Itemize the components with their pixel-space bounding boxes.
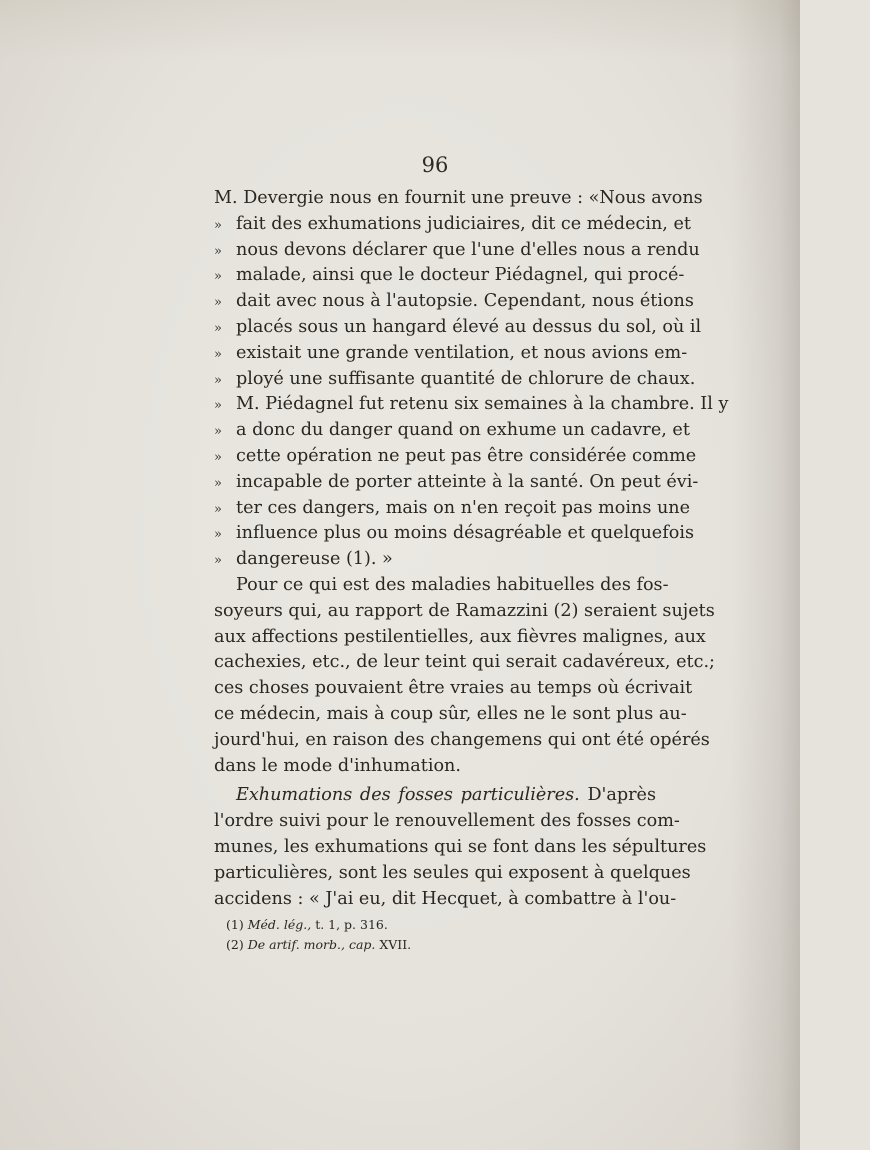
- quotation-text: malade, ainsi que le docteur Piédagnel, qui procé-: [236, 265, 685, 286]
- page-tint: [0, 0, 800, 60]
- quotation-text: placés sous un hangard élevé au dessus du sol, où il: [236, 316, 702, 337]
- quotation-mark: »: [214, 269, 222, 285]
- quotation-mark: »: [214, 295, 222, 311]
- paragraph-2-line: jourd'hui, en raison des changemens qui ont été opérés: [214, 729, 710, 750]
- footnote-mark: (2): [226, 937, 244, 952]
- quotation-mark: »: [214, 243, 222, 259]
- quotation-text: existait une grande ventilation, et nous avions em-: [236, 342, 688, 363]
- quotation-mark: »: [214, 398, 222, 414]
- paragraph-2-line: Pour ce qui est des maladies habituelles des fos-: [236, 574, 669, 595]
- quotation-line: [214, 521, 694, 547]
- quotation-line: [214, 341, 688, 367]
- paragraph-2: [214, 573, 715, 779]
- paragraph-3-heading-line: [214, 783, 656, 809]
- footnotes: [226, 915, 411, 955]
- quotation-mark: »: [214, 217, 222, 233]
- quotation-line: [214, 238, 700, 264]
- footnote-title: De artif. morb., cap.: [247, 937, 376, 952]
- paragraph-2-line: ces choses pouvaient être vraies au temps où écrivait: [214, 678, 693, 699]
- body-text: [214, 186, 729, 912]
- footnote-title: Méd. lég.,: [247, 917, 312, 932]
- quotation-line: [214, 418, 690, 444]
- quotation-text: ployé une suffisante quantité de chlorure de chaux.: [236, 368, 696, 389]
- quotation-line: [214, 263, 685, 289]
- paragraph-3-line: munes, les exhumations qui se font dans les sépultures: [214, 836, 707, 857]
- quotation-line: [214, 470, 699, 496]
- quotation-text: incapable de porter atteinte à la santé. On peut évi-: [236, 471, 699, 492]
- paragraph-2-line: cachexies, etc., de leur teint qui serait cadavéreux, etc.;: [214, 652, 715, 673]
- footnote-mark: (1): [226, 917, 244, 932]
- quotation-text: M. Piédagnel fut retenu six semaines à la chambre. Il y: [236, 394, 729, 415]
- quotation-mark: »: [214, 475, 222, 491]
- footnote-1: [226, 915, 411, 935]
- paragraph-3: [214, 809, 707, 912]
- quotation-line: [214, 367, 696, 393]
- quotation-mark: »: [214, 527, 222, 543]
- quotation-mark: »: [214, 553, 222, 569]
- footnote-2: [226, 935, 411, 955]
- page-number: 96: [421, 153, 449, 177]
- paragraph-2-line: aux affections pestilentielles, aux fièvres malignes, aux: [214, 626, 706, 647]
- quotation-line: [214, 547, 656, 573]
- quotation-mark: »: [214, 449, 222, 465]
- quotation-block: [214, 212, 729, 573]
- quotation-mark: »: [214, 346, 222, 362]
- quotation-line: [214, 315, 702, 341]
- quotation-text: nous devons déclarer que l'une d'elles nous a rendu: [236, 239, 700, 260]
- quotation-mark: »: [214, 501, 222, 517]
- quotation-text: fait des exhumations judiciaires, dit ce médecin, et: [236, 213, 691, 234]
- paragraph-1-first-line: M. Devergie nous en fournit une preuve : «Nous avons: [214, 188, 703, 208]
- quotation-line: [214, 289, 694, 315]
- quotation-text: cette opération ne peut pas être considérée comme: [236, 445, 697, 466]
- paragraph-3-line: accidens : « J'ai eu, dit Hecquet, à combattre à l'ou-: [214, 888, 677, 909]
- footnote-ref: t. 1, p. 316.: [315, 917, 388, 932]
- paragraph-2-line: dans le mode d'inhumation.: [214, 755, 461, 776]
- quotation-line: [214, 496, 691, 522]
- quotation-mark: »: [214, 372, 222, 388]
- section-heading-continuation: D'après: [587, 785, 656, 806]
- quotation-text: dangereuse (1). »: [236, 549, 393, 570]
- quotation-text: ter ces dangers, mais on n'en reçoit pas moins une: [236, 497, 691, 518]
- quotation-text: influence plus ou moins désagréable et quelquefois: [236, 523, 694, 544]
- paragraph-2-line: soyeurs qui, au rapport de Ramazzini (2) seraient sujets: [214, 600, 715, 621]
- footnote-ref: XVII.: [379, 937, 412, 952]
- paragraph-3-line: particulières, sont les seules qui exposent à quelques: [214, 862, 691, 883]
- paragraph-2-line: ce médecin, mais à coup sûr, elles ne le sont plus au-: [214, 703, 687, 724]
- quotation-mark: »: [214, 424, 222, 440]
- paragraph-3-line: l'ordre suivi pour le renouvellement des fosses com-: [214, 811, 680, 832]
- quotation-text: a donc du danger quand on exhume un cadavre, et: [236, 420, 690, 441]
- quotation-line: [214, 444, 697, 470]
- quotation-line: [214, 212, 691, 238]
- quotation-text: dait avec nous à l'autopsie. Cependant, nous étions: [236, 291, 694, 312]
- quotation-mark: »: [214, 320, 222, 336]
- section-heading: Exhumations des fosses particulières.: [236, 785, 580, 806]
- quotation-line: [214, 392, 729, 418]
